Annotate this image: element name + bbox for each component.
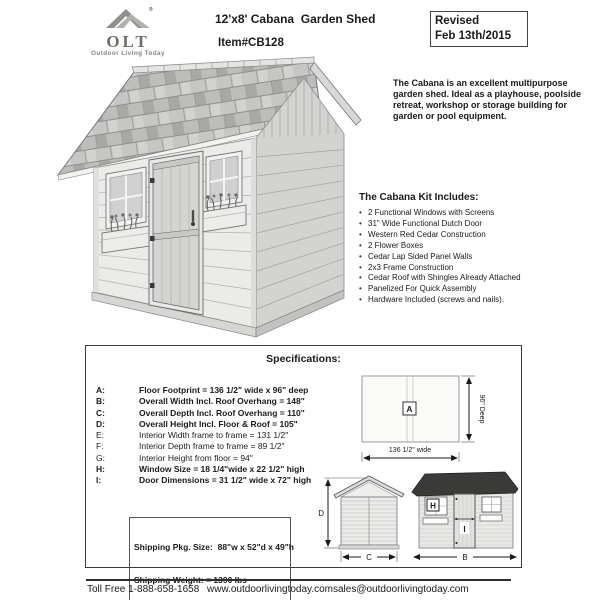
shed-illustration <box>56 50 380 346</box>
kit-item: • 2 Functional Windows with Screens <box>359 208 584 219</box>
house-roof-icon <box>102 4 154 30</box>
logo-abbr: OLT <box>106 32 150 51</box>
kit-item: • Panelized For Quick Assembly <box>359 284 584 295</box>
kit-includes-list <box>359 208 584 306</box>
kit-item: • Cedar Lap Sided Panel Walls <box>359 252 584 263</box>
kit-item: • Cedar Roof with Shingles Already Attached <box>359 273 584 284</box>
dark-shingle-roof <box>412 472 518 496</box>
shipping-size: Shipping Pkg. Size: 88"w x 52"d x 49"h <box>134 542 294 552</box>
kit-item: • 31" Wide Functional Dutch Door <box>359 219 584 230</box>
revised-box <box>430 11 528 47</box>
spec-row: D: Overall Height Incl. Floor & Roof = 105" <box>96 418 298 429</box>
product-description: The Cabana is an excellent multipurpose garden shed. Ideal as a playhouse, poolside retreat, workshop or storage building for garden or pool equipment. <box>393 78 582 121</box>
sales-email: sales@outdoorlivingtoday.com <box>333 584 469 595</box>
specifications-rows <box>96 385 311 487</box>
elevation-label-i: I <box>463 525 466 534</box>
spec-row: B: Overall Width Incl. Roof Overhang = 148" <box>96 396 305 407</box>
kit-includes-heading: The Cabana Kit Includes: <box>359 192 479 203</box>
spec-row: I: Door Dimensions = 31 1/2" wide x 72" high <box>96 475 312 486</box>
revised-label: Revised <box>435 15 480 27</box>
spec-row: C: Overall Depth Incl. Roof Overhang = 110" <box>96 407 305 418</box>
spec-row: F: Interior Depth frame to frame = 89 1/2" <box>96 441 285 452</box>
kit-item: • Western Red Cedar Construction <box>359 230 584 241</box>
elevation-label-h: H <box>430 501 436 511</box>
revised-date: Feb 13th/2015 <box>435 30 512 42</box>
floor-plan-width-label: 136 1/2" wide <box>388 447 432 454</box>
dutch-door <box>149 151 203 315</box>
floor-plan-label-a: A <box>406 404 413 414</box>
page-title: 12'x8' Cabana Garden Shed <box>215 12 376 26</box>
floor-plan-diagram <box>339 363 514 465</box>
floor-plan-depth-label: 96" Deep <box>478 394 485 424</box>
footer-divider <box>86 579 511 581</box>
gable-elevation-diagram <box>298 466 410 565</box>
elevation-label-b: B <box>462 553 468 562</box>
website-url: www.outdoorlivingtoday.com <box>207 584 333 595</box>
elevation-label-d: D <box>318 509 324 518</box>
specifications-heading: Specifications: <box>266 353 341 365</box>
side-elevation-diagram <box>410 466 522 565</box>
spec-row: G: Interior Height from floor = 94" <box>96 452 253 463</box>
kit-item: • Hardware Included (screws and nails). <box>359 295 584 306</box>
specifications-box <box>85 345 522 568</box>
elevation-label-c: C <box>366 553 372 562</box>
registered-mark: ® <box>149 7 153 13</box>
spec-row: A: Floor Footprint = 136 1/2" wide x 96" deep <box>96 385 309 395</box>
spec-row: H: Window Size = 18 1/4"wide x 22 1/2" high <box>96 464 305 475</box>
kit-item: • 2x3 Frame Construction <box>359 263 584 274</box>
spec-row: E: Interior Width frame to frame = 131 1/2" <box>96 430 289 441</box>
logo-name: Outdoor Living Today <box>91 50 165 57</box>
kit-item: • 2 Flower Boxes <box>359 241 584 252</box>
item-number: Item#CB128 <box>218 37 284 49</box>
toll-free-phone: Toll Free 1-888-658-1658 <box>87 584 200 595</box>
